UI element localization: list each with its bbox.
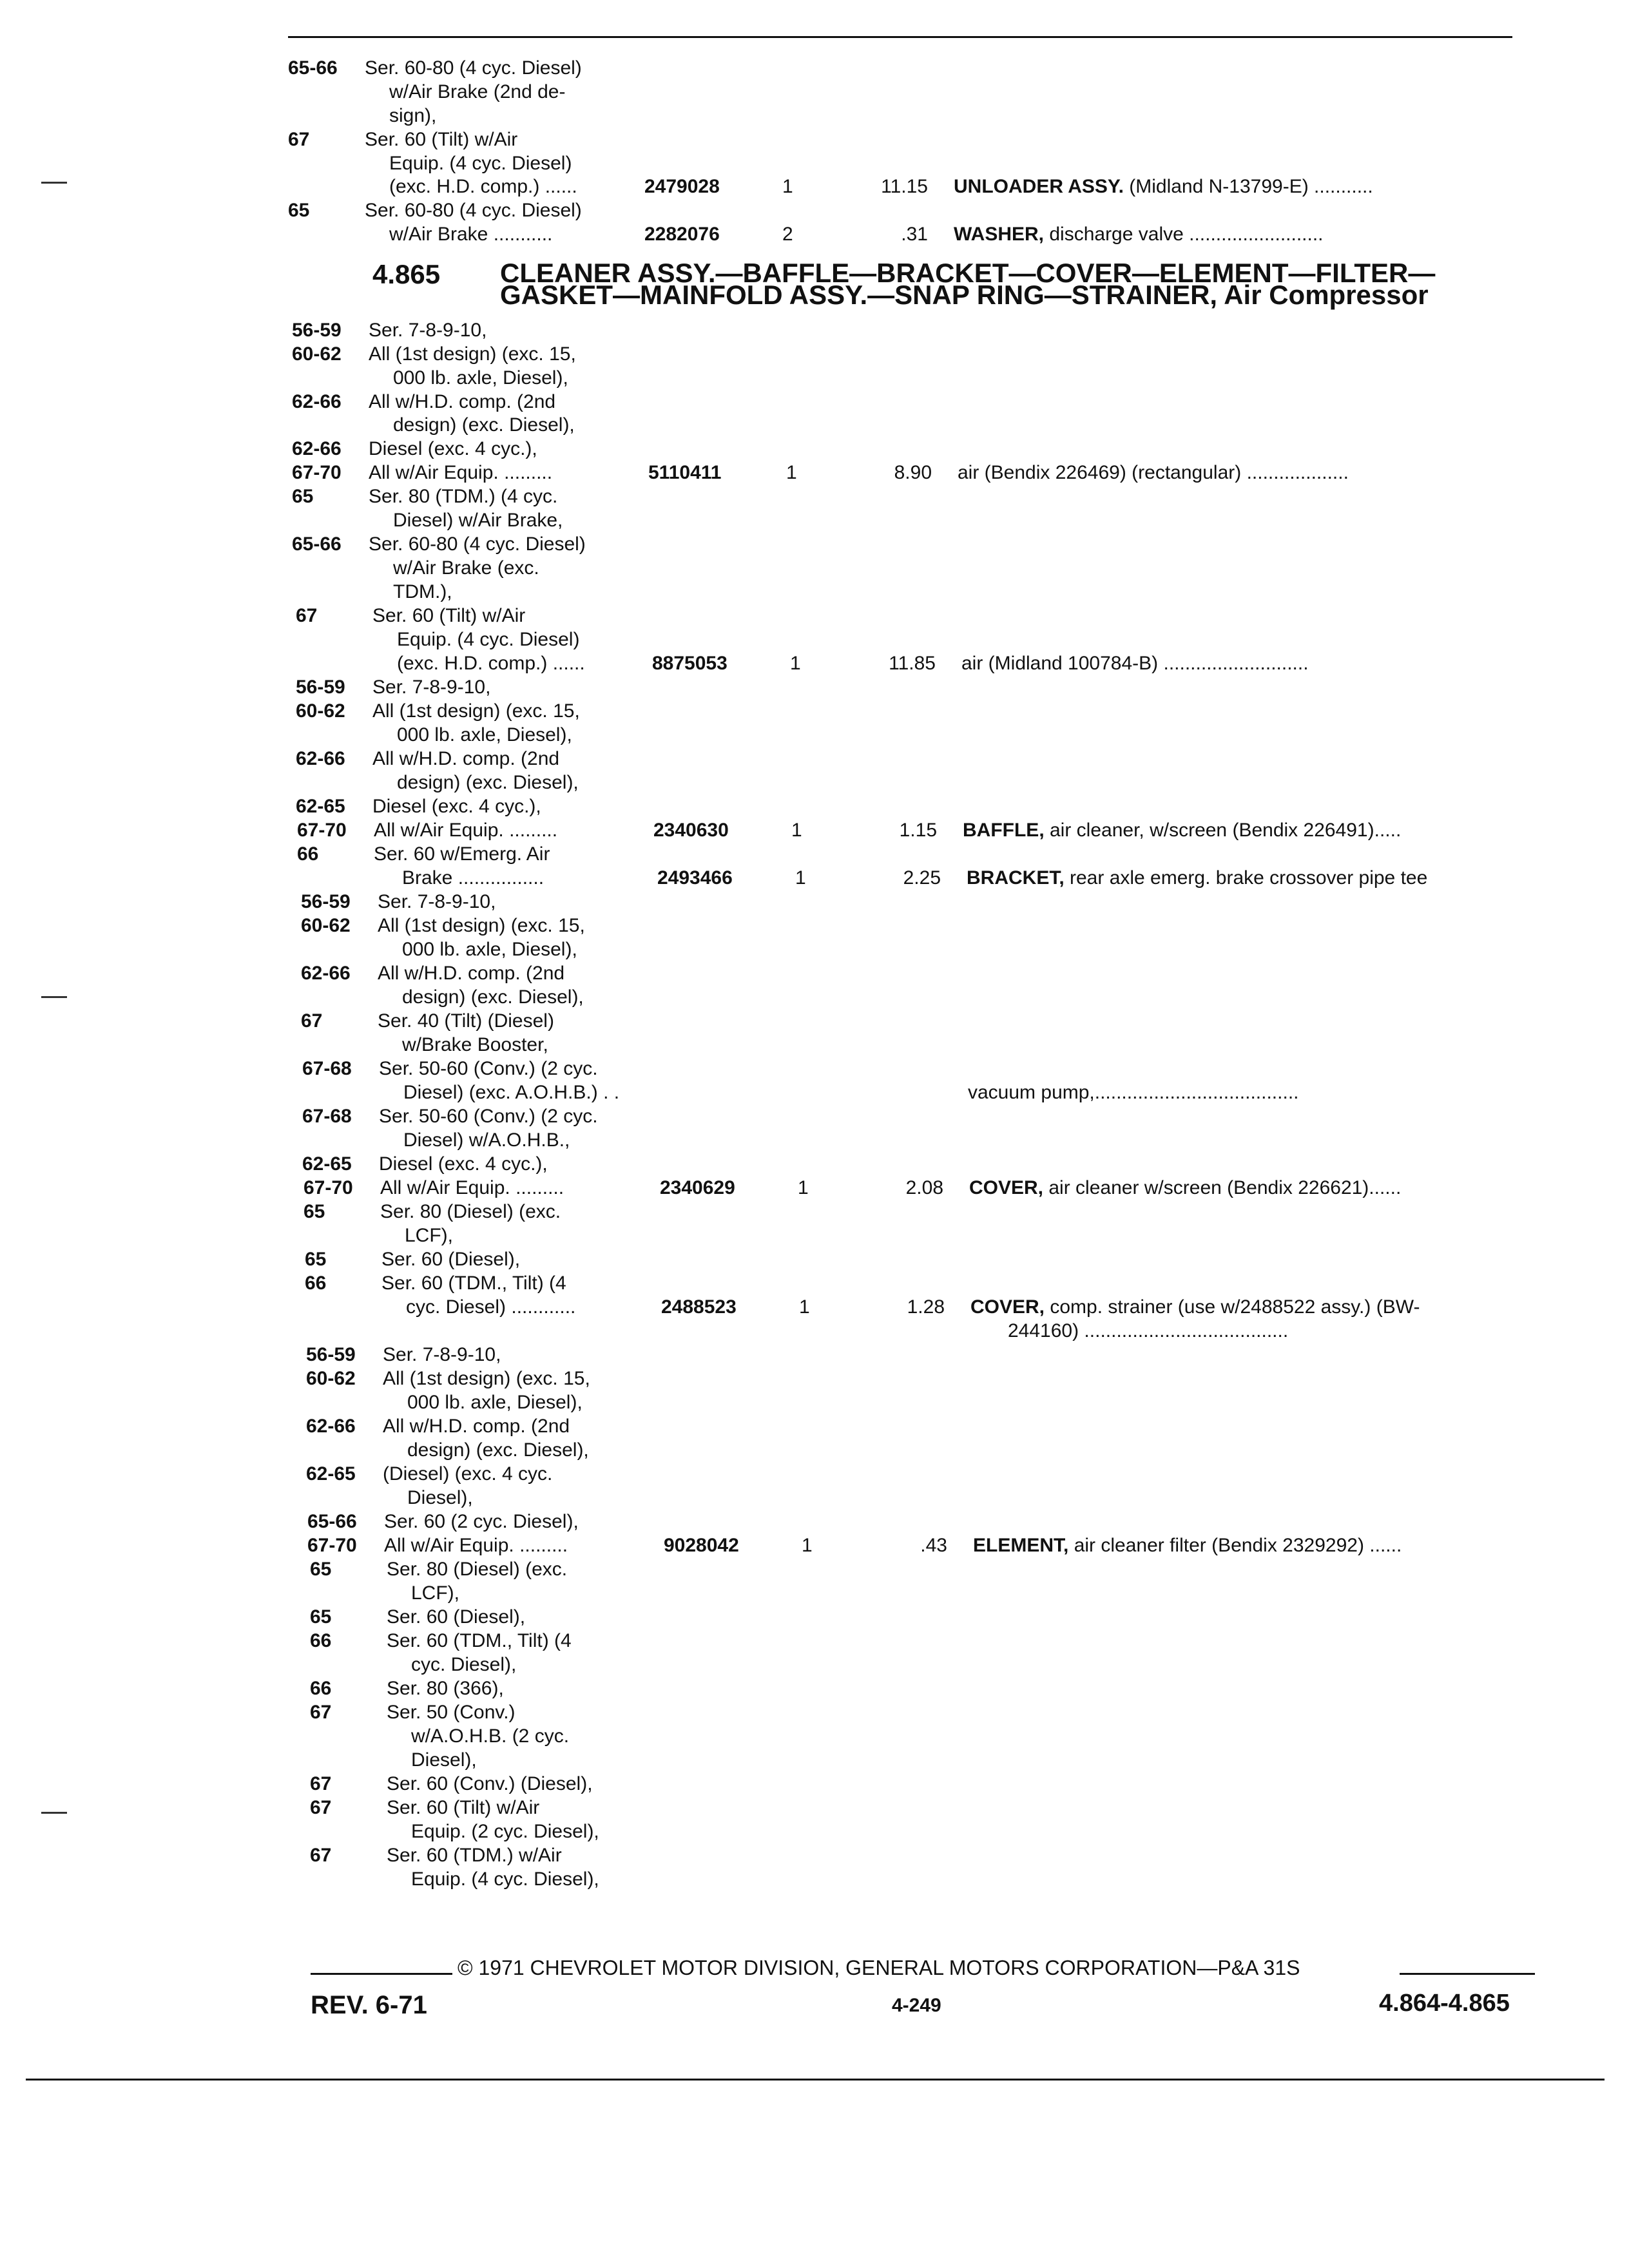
application-text: LCF), [411, 1582, 459, 1604]
application-text: Ser. 60 (2 cyc. Diesel), [384, 1511, 579, 1532]
application-text: (exc. H.D. comp.) ...... [389, 176, 577, 197]
year-range: 62-66 [292, 391, 342, 412]
part-name: BAFFLE, [963, 820, 1045, 841]
application-text: Ser. 40 (Tilt) (Diesel) [378, 1010, 554, 1032]
part-detail: vacuum pump,...................................... [968, 1082, 1299, 1103]
footer-rule-left [311, 1973, 452, 1975]
price: .31 [901, 224, 928, 245]
year-range: 65 [304, 1201, 325, 1222]
year-range: 62-65 [306, 1463, 356, 1485]
year-range: 65 [292, 486, 314, 507]
part-number: 2479028 [644, 176, 720, 197]
part-number: 5110411 [648, 462, 722, 483]
application-text: Ser. 80 (Diesel) (exc. [387, 1559, 568, 1580]
year-range: 56-59 [296, 677, 345, 698]
application-text: Brake ................ [402, 867, 545, 889]
application-text: All w/H.D. comp. (2nd [372, 748, 560, 769]
copyright-text: © 1971 CHEVROLET MOTOR DIVISION, GENERAL MOTORS CORPORATION—P&A 31S [458, 1956, 1300, 1979]
application-text: Equip. (4 cyc. Diesel), [411, 1869, 599, 1890]
year-range: 62-65 [296, 796, 345, 817]
application-text: Diesel (exc. 4 cyc.), [369, 438, 537, 459]
part-description [973, 1534, 1402, 1557]
part-name: WASHER, [954, 224, 1045, 245]
part-detail: (Midland N-13799-E) ........... [1123, 176, 1373, 197]
application-text: Ser. 80 (Diesel) (exc. [380, 1201, 561, 1222]
application-text: Diesel) (exc. A.O.H.B.) . . [403, 1082, 620, 1103]
application-text: All w/Air Equip. ......... [374, 820, 558, 841]
part-description [963, 819, 1401, 842]
application-text: Ser. 60-80 (4 cyc. Diesel) [365, 57, 582, 79]
quantity: 1 [790, 653, 801, 674]
part-detail: discharge valve ......................... [1044, 224, 1324, 245]
price: 11.15 [881, 176, 928, 197]
year-range: 60-62 [296, 700, 345, 722]
year-range: 62-66 [296, 748, 345, 769]
application-text: w/A.O.H.B. (2 cyc. [411, 1725, 570, 1747]
application-text: Ser. 60 (TDM.) w/Air [387, 1845, 562, 1866]
year-range: 65 [288, 200, 310, 221]
application-text: All (1st design) (exc. 15, [383, 1368, 590, 1389]
application-text: Ser. 60 w/Emerg. Air [374, 843, 550, 865]
application-text: Ser. 60 (Diesel), [381, 1249, 521, 1270]
part-detail: air cleaner, w/screen (Bendix 226491)..... [1044, 820, 1402, 841]
year-range: 66 [310, 1630, 332, 1651]
year-range: 67-68 [302, 1058, 352, 1079]
application-text: (Diesel) (exc. 4 cyc. [383, 1463, 553, 1485]
year-range: 67 [301, 1010, 323, 1032]
part-number: 9028042 [664, 1535, 739, 1556]
year-range: 62-66 [292, 438, 342, 459]
application-text: cyc. Diesel) ............ [406, 1296, 576, 1318]
application-text: Ser. 60-80 (4 cyc. Diesel) [369, 533, 586, 555]
part-description [969, 1177, 1401, 1200]
bottom-rule [26, 2079, 1605, 2081]
application-text: Ser. 7-8-9-10, [383, 1344, 501, 1365]
price: 8.90 [894, 462, 932, 483]
quantity: 1 [795, 867, 806, 889]
part-description [954, 175, 1373, 198]
application-text: All w/H.D. comp. (2nd [383, 1416, 570, 1437]
application-text: w/Air Brake ........... [389, 224, 553, 245]
year-range: 65 [305, 1249, 327, 1270]
part-detail: 244160) ...................................... [1008, 1320, 1289, 1341]
quantity: 1 [786, 462, 797, 483]
year-range: 67-70 [307, 1535, 357, 1556]
part-detail: rear axle emerg. brake crossover pipe tee [1064, 867, 1428, 889]
price: .43 [920, 1535, 947, 1556]
year-range: 67 [310, 1797, 332, 1818]
application-text: (exc. H.D. comp.) ...... [397, 653, 585, 674]
year-range: 60-62 [301, 915, 351, 936]
part-description [954, 223, 1324, 246]
application-text: Ser. 80 (TDM.) (4 cyc. [369, 486, 558, 507]
part-detail: air cleaner filter (Bendix 2329292) ...... [1068, 1535, 1402, 1556]
application-text: cyc. Diesel), [411, 1654, 517, 1675]
year-range: 62-66 [306, 1416, 356, 1437]
part-description [1008, 1320, 1288, 1343]
application-text: design) (exc. Diesel), [393, 414, 575, 436]
year-range: 60-62 [292, 343, 342, 365]
year-range: 66 [297, 843, 319, 865]
year-range: 67-70 [304, 1177, 353, 1198]
year-range: 67 [310, 1773, 332, 1794]
application-text: Ser. 60 (TDM., Tilt) (4 [387, 1630, 572, 1651]
application-text: All (1st design) (exc. 15, [369, 343, 576, 365]
part-number: 2493466 [657, 867, 733, 889]
part-detail: air cleaner w/screen (Bendix 226621)...... [1043, 1177, 1402, 1198]
application-text: Diesel (exc. 4 cyc.), [372, 796, 541, 817]
quantity: 1 [799, 1296, 810, 1318]
margin-mark [41, 996, 67, 998]
year-range: 67-70 [292, 462, 342, 483]
part-name: COVER, [969, 1177, 1044, 1198]
page-number: 4-249 [892, 1995, 941, 2016]
part-name: COVER, [970, 1296, 1045, 1318]
quantity: 1 [802, 1535, 813, 1556]
year-range: 67-68 [302, 1106, 352, 1127]
price: 11.85 [889, 653, 936, 674]
price: 2.25 [903, 867, 941, 889]
year-range: 67 [296, 605, 318, 626]
application-text: Ser. 60-80 (4 cyc. Diesel) [365, 200, 582, 221]
margin-mark [41, 1812, 67, 1814]
application-text: Ser. 50-60 (Conv.) (2 cyc. [379, 1106, 598, 1127]
application-text: sign), [389, 105, 437, 126]
year-range: 56-59 [301, 891, 351, 912]
year-range: 67-70 [297, 820, 347, 841]
application-text: All (1st design) (exc. 15, [378, 915, 585, 936]
year-range: 65 [310, 1606, 332, 1628]
year-range: 65 [310, 1559, 332, 1580]
part-detail: air (Midland 100784-B) ........................... [961, 653, 1309, 674]
quantity: 2 [782, 224, 793, 245]
part-description [958, 461, 1349, 485]
application-text: Diesel), [411, 1749, 477, 1771]
section-title-line2: GASKET—MAINFOLD ASSY.—SNAP RING—STRAINER, Air Compressor [500, 280, 1429, 310]
year-range: 67 [310, 1845, 332, 1866]
footer-rule-right [1400, 1973, 1535, 1975]
year-range: 67 [310, 1702, 332, 1723]
application-text: Ser. 60 (Tilt) w/Air [372, 605, 526, 626]
application-text: All w/H.D. comp. (2nd [369, 391, 556, 412]
application-text: Ser. 60 (Diesel), [387, 1606, 526, 1628]
margin-mark [41, 182, 67, 184]
application-text: All w/Air Equip. ......... [369, 462, 553, 483]
year-range: 62-66 [301, 963, 351, 984]
application-text: Ser. 80 (366), [387, 1678, 504, 1699]
application-text: design) (exc. Diesel), [397, 772, 579, 793]
part-description [970, 1296, 1420, 1319]
price: 1.28 [907, 1296, 945, 1318]
application-text: Ser. 50 (Conv.) [387, 1702, 516, 1723]
section-number: 4.865 [372, 259, 441, 289]
application-text: 000 lb. axle, Diesel), [407, 1392, 583, 1413]
application-text: Equip. (4 cyc. Diesel) [389, 153, 572, 174]
quantity: 1 [782, 176, 793, 197]
quantity: 1 [798, 1177, 809, 1198]
year-range: 60-62 [306, 1368, 356, 1389]
year-range: 65-66 [292, 533, 342, 555]
application-text: Ser. 60 (Tilt) w/Air [365, 129, 518, 150]
part-detail: comp. strainer (use w/2488522 assy.) (BW- [1045, 1296, 1420, 1318]
year-range: 62-65 [302, 1153, 352, 1175]
application-text: w/Brake Booster, [402, 1034, 548, 1055]
application-text: TDM.), [393, 581, 452, 602]
part-description [968, 1081, 1299, 1104]
application-text: Ser. 7-8-9-10, [378, 891, 496, 912]
year-range: 56-59 [292, 320, 342, 341]
application-text: w/Air Brake (2nd de- [389, 81, 566, 102]
part-name: UNLOADER ASSY. [954, 176, 1124, 197]
application-text: Ser. 60 (Conv.) (Diesel), [387, 1773, 593, 1794]
application-text: Ser. 60 (Tilt) w/Air [387, 1797, 540, 1818]
application-text: Diesel) w/A.O.H.B., [403, 1129, 570, 1151]
part-number: 2340629 [660, 1177, 735, 1198]
application-text: 000 lb. axle, Diesel), [397, 724, 572, 745]
year-range: 65-66 [288, 57, 338, 79]
part-name: ELEMENT, [973, 1535, 1069, 1556]
year-range: 66 [305, 1273, 327, 1294]
price: 1.15 [899, 820, 937, 841]
application-text: Diesel), [407, 1487, 473, 1508]
application-text: Diesel (exc. 4 cyc.), [379, 1153, 548, 1175]
application-text: 000 lb. axle, Diesel), [402, 939, 577, 960]
application-text: All w/Air Equip. ......... [380, 1177, 564, 1198]
revision: REV. 6-71 [311, 1991, 427, 2019]
application-text: All w/Air Equip. ......... [384, 1535, 568, 1556]
application-text: 000 lb. axle, Diesel), [393, 367, 568, 389]
application-text: Ser. 60 (TDM., Tilt) (4 [381, 1273, 566, 1294]
section-range: 4.864-4.865 [1379, 1990, 1510, 2017]
application-text: Ser. 7-8-9-10, [372, 677, 491, 698]
part-description [961, 652, 1309, 675]
application-text: LCF), [405, 1225, 453, 1246]
application-text: All w/H.D. comp. (2nd [378, 963, 565, 984]
application-text: Ser. 50-60 (Conv.) (2 cyc. [379, 1058, 598, 1079]
application-text: All (1st design) (exc. 15, [372, 700, 580, 722]
part-description [967, 867, 1427, 890]
quantity: 1 [791, 820, 802, 841]
part-number: 8875053 [652, 653, 728, 674]
part-detail: air (Bendix 226469) (rectangular) ................... [958, 462, 1349, 483]
top-rule [288, 36, 1512, 38]
year-range: 56-59 [306, 1344, 356, 1365]
part-number: 2340630 [653, 820, 729, 841]
application-text: Equip. (2 cyc. Diesel), [411, 1821, 599, 1842]
application-text: Diesel) w/Air Brake, [393, 510, 563, 531]
price: 2.08 [905, 1177, 943, 1198]
section-title-line1: CLEANER ASSY.—BAFFLE—BRACKET—COVER—ELEMENT—FILTER— [500, 258, 1436, 288]
year-range: 67 [288, 129, 310, 150]
application-text: design) (exc. Diesel), [402, 986, 584, 1008]
application-text: Equip. (4 cyc. Diesel) [397, 629, 580, 650]
application-text: w/Air Brake (exc. [393, 557, 539, 579]
application-text: design) (exc. Diesel), [407, 1439, 589, 1461]
year-range: 66 [310, 1678, 332, 1699]
year-range: 65-66 [307, 1511, 357, 1532]
application-text: Ser. 7-8-9-10, [369, 320, 487, 341]
part-number: 2282076 [644, 224, 720, 245]
part-number: 2488523 [661, 1296, 737, 1318]
part-name: BRACKET, [967, 867, 1065, 889]
